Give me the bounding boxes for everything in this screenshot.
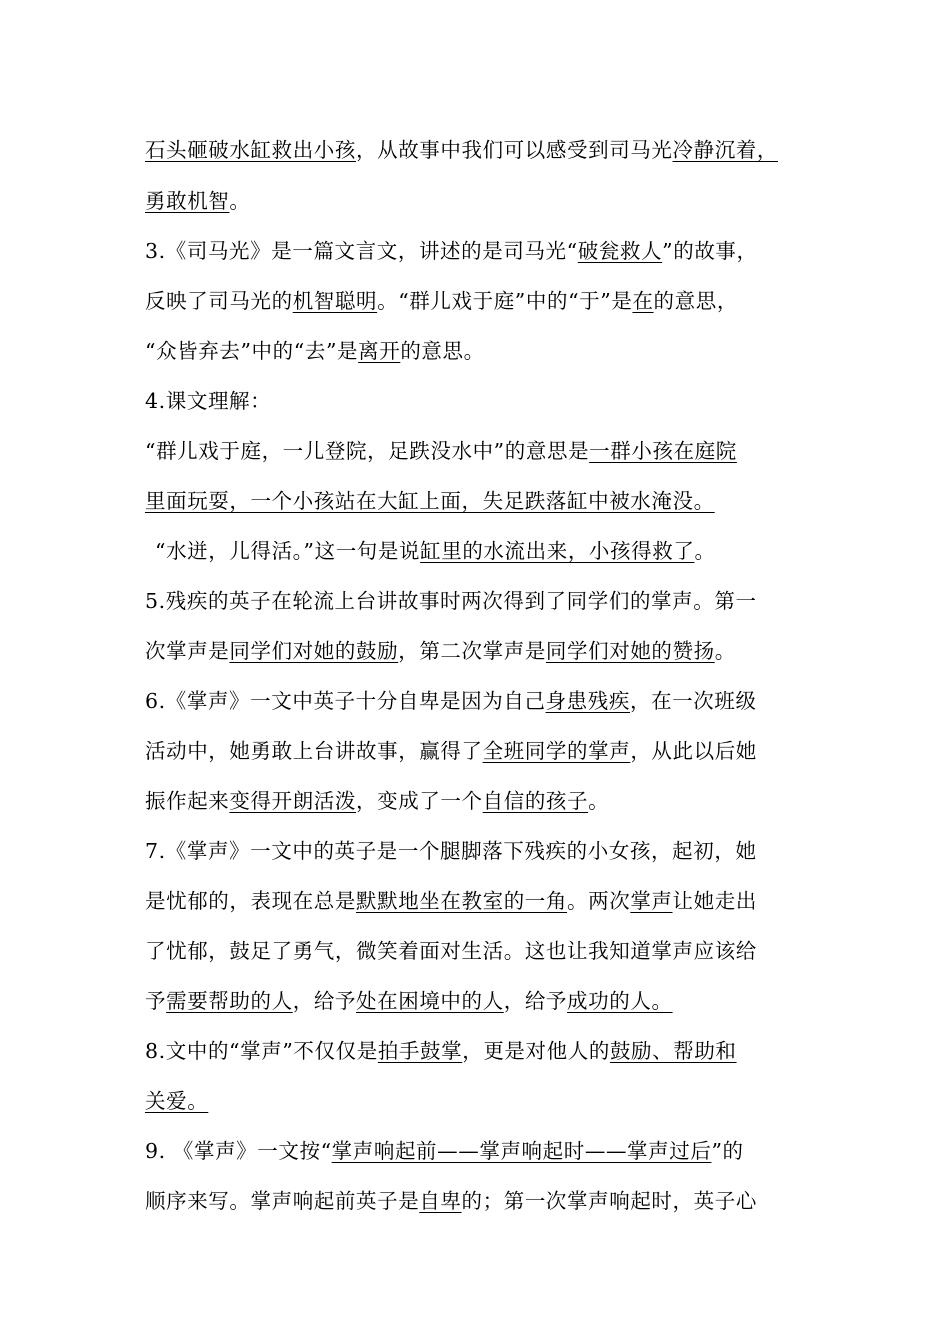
text-run: 。 [694,539,716,563]
underlined-answer: 默默地坐在教室的一角 [356,889,567,913]
text-run: 的意思， [653,289,738,313]
text-line-2 [145,186,835,216]
underlined-answer: 关爱。 [145,1089,209,1113]
text-run: “群儿戏于庭，一儿登院，足跌没水中”的意思是 [145,439,590,463]
underlined-answer: 处在困境中的人 [356,989,504,1013]
text-run: ，在一次班级 [629,689,757,713]
underlined-answer: 缸里的水流出来，小孩得救了 [420,539,695,563]
text-run: 的；第一次掌声响起时，英子心 [461,1189,757,1213]
text-run: 。两次 [567,889,631,913]
underlined-answer: 拍手鼓掌 [377,1039,463,1063]
underlined-answer: 变得开朗活泼 [229,789,357,813]
text-line-17 [145,936,835,966]
text-run: ，更是对他人的 [462,1039,610,1063]
text-run: 6.《掌声》一文中英子十分自卑是因为自己 [145,689,546,713]
text-line-9 [155,536,845,566]
underlined-answer: 需要帮助的人 [166,989,293,1013]
text-line-15 [145,836,835,866]
text-run: ，从故事中我们可以感受到司马光 [356,138,673,162]
text-run: 的意思。 [400,339,485,363]
text-line-20 [145,1086,835,1116]
underlined-answer: 同学们对她的赞扬 [545,639,715,663]
underlined-answer: 成功的人。 [567,989,673,1013]
text-line-12 [145,686,835,716]
text-line-14 [145,786,835,816]
text-run: ，从此以后她 [630,739,757,763]
text-run: 反映了司马光的 [145,289,293,313]
text-run: ”的 [711,1139,744,1163]
text-run: 。 [588,789,610,813]
text-run: 顺序来写。掌声响起前英子是 [145,1189,420,1213]
text-run: ，给予 [292,989,357,1013]
text-run: 振作起来 [145,789,230,813]
underlined-answer: 一群小孩在庭院 [589,439,737,463]
text-line-4 [145,286,835,316]
underlined-answer: 在 [632,289,654,313]
text-run: 活动中，她勇敢上台讲故事，赢得了 [145,739,483,763]
text-run: 。 [229,189,251,213]
text-run: ”的故事， [662,239,758,263]
text-run: “水迸，儿得活。”这一句是说 [155,539,421,563]
underlined-answer: 鼓励、帮助和 [609,1039,737,1063]
underlined-answer: 身患残疾 [545,689,630,713]
text-run: 。 [714,639,736,663]
text-line-5 [145,336,835,366]
text-line-6 [145,386,835,416]
text-run: “众皆弃去”中的“去”是 [145,339,359,363]
text-line-18 [145,986,835,1016]
text-line-21 [145,1136,835,1166]
text-line-11 [145,636,835,666]
underlined-answer: 冷静沉着， [672,138,778,162]
underlined-answer: 里面玩耍，一个小孩站在大缸上面，失足跌落缸中被水淹没。 [145,489,715,513]
text-run: 是忧郁的，表现在总是 [145,889,356,913]
text-run: 予 [145,989,167,1013]
underlined-answer: 自信的孩子 [482,789,589,813]
underlined-answer: 勇敢机智 [145,189,230,213]
underlined-answer: 离开 [358,339,401,363]
text-run: 9. 《掌声》一文按“ [145,1139,332,1163]
text-line-16 [145,886,835,916]
underlined-answer: 同学们对她的鼓励 [229,639,399,663]
underlined-answer: 掌声响起前——掌声响起时——掌声过后 [331,1139,712,1163]
underlined-answer: 自卑 [419,1189,462,1213]
text-line-1 [145,135,835,165]
text-run: ，第二次掌声是 [398,639,546,663]
text-line-7 [145,436,835,466]
underlined-answer: 破瓮救人 [577,239,663,263]
text-line-22 [145,1186,835,1216]
text-run: 4.课文理解： [145,389,272,413]
text-run: 了忧郁，鼓足了勇气，微笑着面对生活。这也让我知道掌声应该给 [145,939,757,963]
text-line-13 [145,736,835,766]
text-line-10 [145,586,835,616]
text-run: 7.《掌声》一文中的英子是一个腿脚落下残疾的小女孩，起初，她 [145,839,757,863]
text-run: 3.《司马光》是一篇文言文，讲述的是司马光“ [145,239,578,263]
text-line-3 [145,236,835,266]
text-run: 让她走出 [672,889,757,913]
underlined-answer: 石头砸破水缸救出小孩 [145,138,356,162]
text-line-19 [145,1036,835,1066]
underlined-answer: 机智聪明 [292,289,378,313]
text-run: 。“群儿戏于庭”中的“于”是 [377,289,633,313]
text-run: 5.残疾的英子在轮流上台讲故事时两次得到了同学们的掌声。第一 [145,589,757,613]
text-run: 8.文中的“掌声”不仅仅是 [145,1039,378,1063]
underlined-answer: 掌声 [630,889,673,913]
text-run: 次掌声是 [145,639,230,663]
text-run: ，变成了一个 [356,789,483,813]
underlined-answer: 全班同学的掌声 [482,739,631,763]
text-line-8 [145,486,835,516]
text-run: ，给予 [503,989,568,1013]
